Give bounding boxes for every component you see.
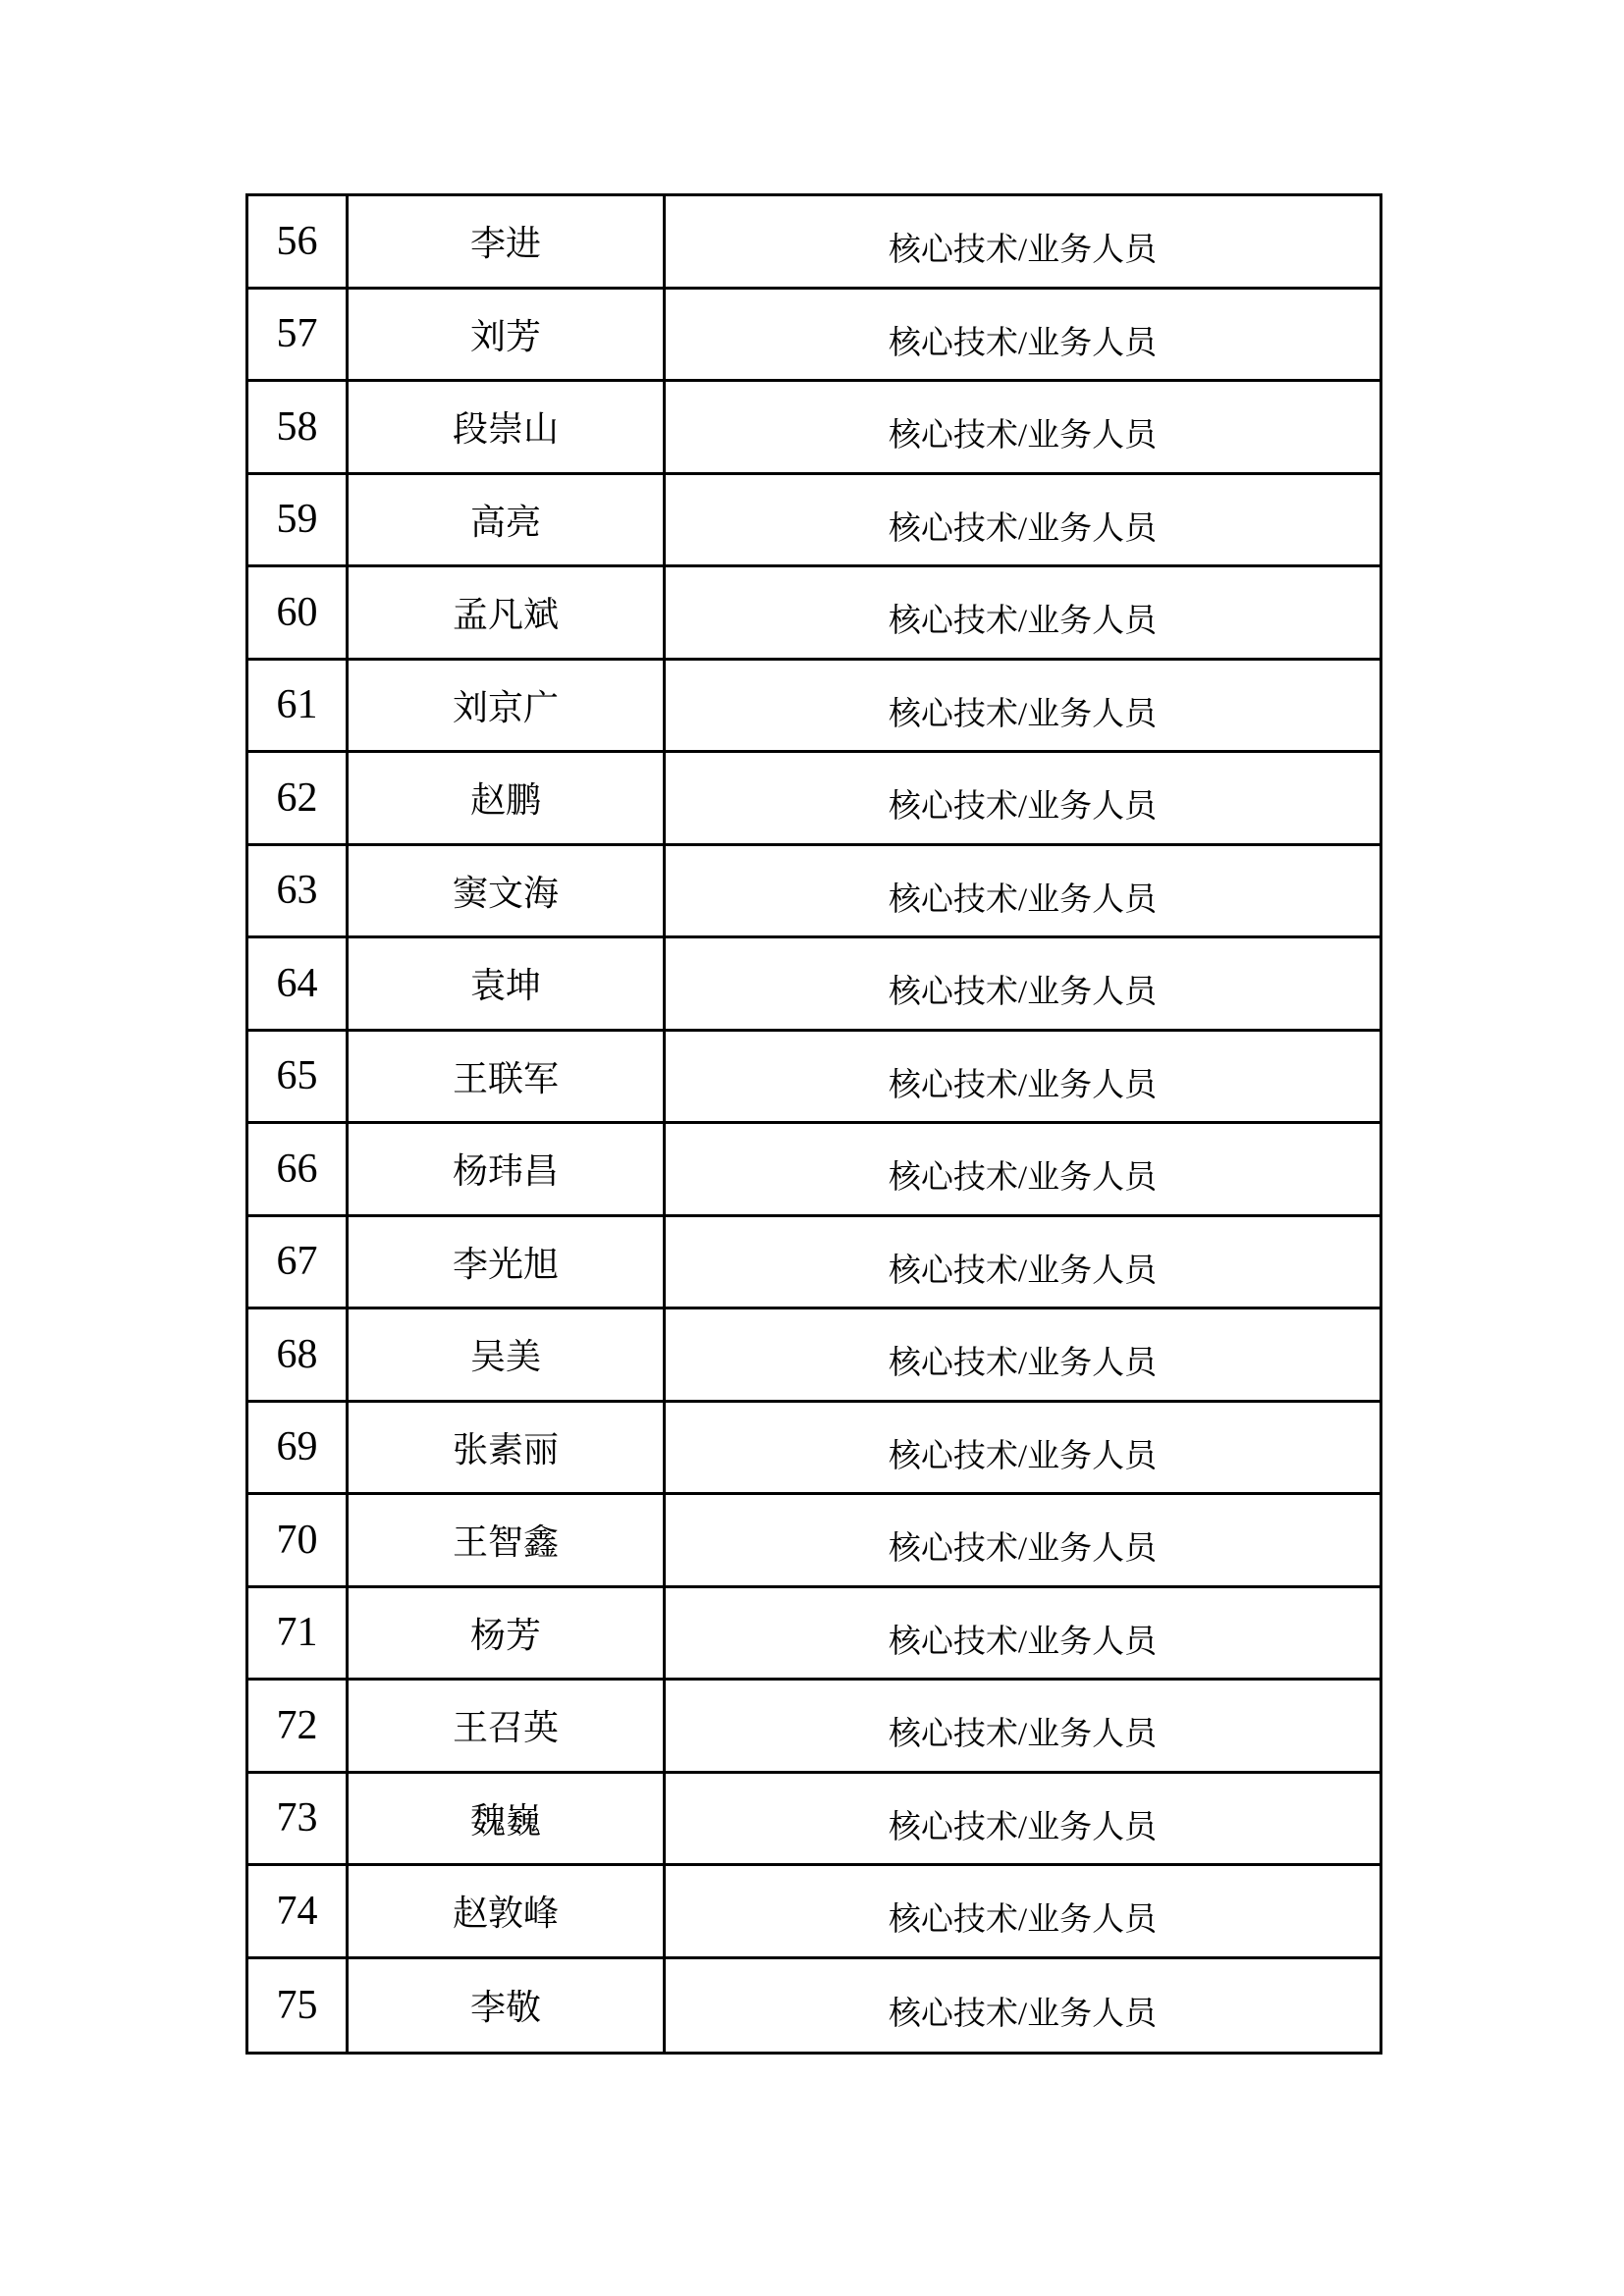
role-cell	[666, 753, 1380, 846]
role-text: 核心技术/业务人员	[888, 604, 1158, 640]
name-cell: 魏巍	[349, 1774, 666, 1867]
row-number-cell: 69	[248, 1403, 349, 1496]
role-cell	[666, 1495, 1380, 1588]
role-text: 核心技术/业务人员	[888, 975, 1158, 1011]
row-number-cell: 58	[248, 382, 349, 475]
row-number-cell: 56	[248, 196, 349, 290]
row-number-cell: 59	[248, 475, 349, 568]
role-text: 核心技术/业务人员	[888, 1531, 1158, 1568]
row-number-cell: 66	[248, 1124, 349, 1217]
role-cell	[666, 475, 1380, 568]
name-cell: 李光旭	[349, 1217, 666, 1310]
row-number-cell: 72	[248, 1681, 349, 1774]
role-text: 核心技术/业务人员	[888, 325, 1158, 361]
row-number-cell: 73	[248, 1774, 349, 1867]
role-cell	[666, 567, 1380, 661]
role-text: 核心技术/业务人员	[888, 1067, 1158, 1103]
name-cell: 李进	[349, 196, 666, 290]
personnel-table	[245, 193, 1382, 2055]
name-cell: 张素丽	[349, 1403, 666, 1496]
row-number-cell: 68	[248, 1309, 349, 1403]
role-cell	[666, 382, 1380, 475]
row-number-cell: 71	[248, 1588, 349, 1682]
role-text: 核心技术/业务人员	[888, 789, 1158, 826]
name-cell: 刘京广	[349, 661, 666, 754]
role-text: 核心技术/业务人员	[888, 510, 1158, 547]
role-cell	[666, 1681, 1380, 1774]
name-cell: 王召英	[349, 1681, 666, 1774]
row-number-cell: 63	[248, 846, 349, 939]
role-cell	[666, 1403, 1380, 1496]
role-text: 核心技术/业务人员	[888, 1717, 1158, 1753]
name-cell: 赵敦峰	[349, 1866, 666, 1959]
role-cell	[666, 1032, 1380, 1125]
role-text: 核心技术/业务人员	[888, 696, 1158, 732]
role-cell	[666, 196, 1380, 290]
role-cell	[666, 661, 1380, 754]
name-cell: 高亮	[349, 475, 666, 568]
role-text: 核心技术/业务人员	[888, 1253, 1158, 1289]
role-text: 核心技术/业务人员	[888, 1160, 1158, 1197]
name-cell: 杨芳	[349, 1588, 666, 1682]
role-text: 核心技术/业务人员	[888, 1438, 1158, 1474]
name-cell: 吴美	[349, 1309, 666, 1403]
row-number-cell: 67	[248, 1217, 349, 1310]
row-number-cell: 75	[248, 1959, 349, 2053]
row-number-cell: 62	[248, 753, 349, 846]
role-text: 核心技术/业务人员	[888, 1624, 1158, 1660]
row-number-cell: 61	[248, 661, 349, 754]
row-number-cell: 64	[248, 938, 349, 1032]
name-cell: 杨玮昌	[349, 1124, 666, 1217]
role-text: 核心技术/业务人员	[888, 233, 1158, 269]
role-cell	[666, 290, 1380, 383]
role-cell	[666, 1309, 1380, 1403]
name-cell: 段崇山	[349, 382, 666, 475]
name-cell: 孟凡斌	[349, 567, 666, 661]
name-cell: 王智鑫	[349, 1495, 666, 1588]
role-text: 核心技术/业务人员	[888, 1809, 1158, 1845]
role-text: 核心技术/业务人员	[888, 1346, 1158, 1382]
row-number-cell: 60	[248, 567, 349, 661]
row-number-cell: 65	[248, 1032, 349, 1125]
role-cell	[666, 1959, 1380, 2053]
role-cell	[666, 846, 1380, 939]
row-number-cell: 74	[248, 1866, 349, 1959]
name-cell: 赵鹏	[349, 753, 666, 846]
name-cell: 袁坤	[349, 938, 666, 1032]
role-cell	[666, 1866, 1380, 1959]
role-text: 核心技术/业务人员	[888, 418, 1158, 454]
role-cell	[666, 1588, 1380, 1682]
name-cell: 窦文海	[349, 846, 666, 939]
name-cell: 王联军	[349, 1032, 666, 1125]
row-number-cell: 70	[248, 1495, 349, 1588]
name-cell: 刘芳	[349, 290, 666, 383]
name-cell: 李敬	[349, 1959, 666, 2053]
role-text: 核心技术/业务人员	[888, 1997, 1158, 2033]
role-cell	[666, 1217, 1380, 1310]
row-number-cell: 57	[248, 290, 349, 383]
role-cell	[666, 938, 1380, 1032]
role-text: 核心技术/业务人员	[888, 1902, 1158, 1939]
role-text: 核心技术/业务人员	[888, 881, 1158, 918]
role-cell	[666, 1774, 1380, 1867]
role-cell	[666, 1124, 1380, 1217]
